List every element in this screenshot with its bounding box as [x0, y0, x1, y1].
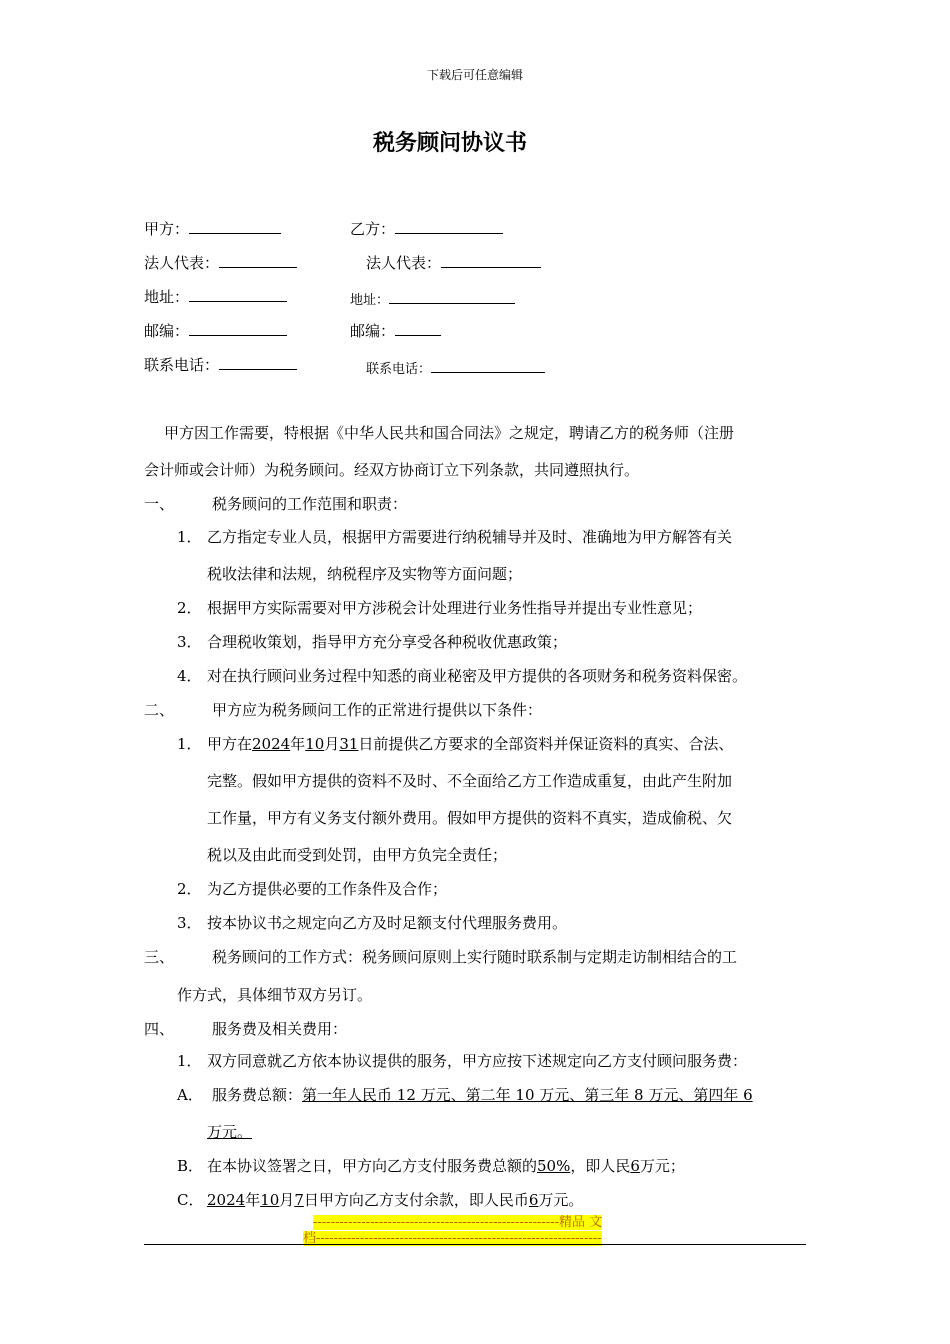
s2-item-2-text: 为乙方提供必要的工作条件及合作； — [207, 880, 448, 898]
s1-item-3-text: 合理税收策划，指导甲方充分享受各种税收优惠政策； — [207, 633, 568, 651]
balance-amount: 6 — [528, 1191, 539, 1209]
postcode-a-blank — [189, 320, 287, 336]
legal-rep-b-field — [366, 252, 541, 273]
section-3-line-2: 作方式，具体细节双方另订。 — [177, 986, 373, 1004]
address-a-field — [144, 286, 287, 307]
phone-a-blank — [219, 354, 297, 370]
intro-line-2: 会计师或会计师）为税务顾问。经双方协商订立下列条款，共同遵照执行。 — [144, 461, 640, 479]
address-b-label: 地址： — [350, 293, 390, 308]
s4-item-a-line-2: 万元。 — [207, 1123, 253, 1141]
section-3-number: 三、 — [144, 948, 175, 966]
party-b-field — [350, 218, 503, 239]
phone-b-blank — [431, 357, 545, 373]
intro-line-1: 甲方因工作需要，特根据《中华人民共和国合同法》之规定，聘请乙方的税务师（注册 — [164, 424, 735, 442]
phone-b-label: 联系电话： — [366, 362, 432, 377]
s4-item-c-number: C． — [177, 1191, 204, 1209]
section-1-heading: 税务顾问的工作范围和职责： — [212, 495, 408, 513]
legal-rep-a-label: 法人代表： — [144, 254, 220, 272]
s4-item-1-number: 1． — [177, 1052, 202, 1070]
balance-day: 7 — [294, 1191, 304, 1209]
s2-item-2-number: 2． — [177, 880, 202, 898]
s1-item-1-line-1: 乙方指定专业人员，根据甲方需要进行纳税辅导并及时、准确地为甲方解答有关 — [207, 528, 733, 546]
legal-rep-b-blank — [441, 252, 541, 268]
section-4-heading: 服务费及相关费用： — [212, 1020, 348, 1038]
footer-watermark-line-2: 档----------------------------------------------------------------- — [303, 1231, 602, 1246]
fee-percentage: 50% — [537, 1157, 571, 1175]
s4-item-a-number: A． — [177, 1086, 203, 1104]
deadline-year: 2024 — [252, 735, 291, 753]
phone-b-field — [366, 357, 545, 377]
deadline-month: 10 — [305, 735, 325, 753]
address-a-label: 地址： — [144, 288, 190, 306]
section-3-line-1: 税务顾问的工作方式：税务顾问原则上实行随时联系制与定期走访制相结合的工 — [212, 948, 738, 966]
postcode-b-field — [350, 320, 441, 341]
s1-item-4-text: 对在执行顾问业务过程中知悉的商业秘密及甲方提供的各项财务和税务资料保密。 — [207, 667, 748, 685]
s2-item-3-number: 3． — [177, 914, 202, 932]
page-title: 税务顾问协议书 — [372, 130, 527, 156]
s1-item-1-line-2: 税收法律和法规，纳税程序及实物等方面问题； — [207, 565, 523, 583]
s2-item-1-line-1: 甲方在2024年10月31日前提供乙方要求的全部资料并保证资料的真实、合法、 — [207, 735, 734, 753]
deadline-day: 31 — [339, 735, 359, 753]
legal-rep-b-label: 法人代表： — [366, 254, 442, 272]
s1-item-2-number: 2． — [177, 599, 202, 617]
postcode-b-blank — [395, 320, 441, 336]
s2-item-3-text: 按本协议书之规定向乙方及时足额支付代理服务费用。 — [207, 914, 568, 932]
address-b-blank — [389, 288, 515, 304]
s1-item-3-number: 3． — [177, 633, 202, 651]
legal-rep-a-blank — [219, 252, 297, 268]
s1-item-1-number: 1． — [177, 528, 202, 546]
s1-item-2-text: 根据甲方实际需要对甲方涉税会计处理进行业务性指导并提出专业性意见； — [207, 599, 703, 617]
phone-a-field — [144, 354, 297, 375]
party-b-label: 乙方： — [350, 220, 396, 238]
section-4-number: 四、 — [144, 1020, 175, 1038]
s4-item-b-text: 在本协议签署之日，甲方向乙方支付服务费总额的50%，即人民6万元； — [207, 1157, 685, 1175]
address-b-field — [350, 288, 515, 308]
party-a-blank — [189, 218, 281, 234]
balance-year: 2024 — [207, 1191, 246, 1209]
postcode-b-label: 邮编： — [350, 322, 396, 340]
s1-item-4-number: 4． — [177, 667, 202, 685]
postcode-a-label: 邮编： — [144, 322, 190, 340]
footer-watermark-line-1: --------------------------------------------------------精品 文 — [313, 1215, 603, 1230]
address-a-blank — [189, 286, 287, 302]
s2-item-1-number: 1． — [177, 735, 202, 753]
header-note: 下载后可任意编辑 — [426, 68, 523, 82]
section-2-heading: 甲方应为税务顾问工作的正常进行提供以下条件： — [212, 701, 543, 719]
section-1-number: 一、 — [144, 495, 175, 513]
s2-item-1-line-4: 税以及由此而受到处罚，由甲方负完全责任； — [207, 846, 508, 864]
party-b-blank — [395, 218, 503, 234]
section-2-number: 二、 — [144, 701, 175, 719]
party-a-field — [144, 218, 281, 239]
s4-item-1-text: 双方同意就乙方依本协议提供的服务，甲方应按下述规定向乙方支付顾问服务费： — [207, 1052, 748, 1070]
phone-a-label: 联系电话： — [144, 356, 220, 374]
s2-item-1-line-2: 完整。假如甲方提供的资料不及时、不全面给乙方工作造成重复，由此产生附加 — [207, 772, 733, 790]
party-a-label: 甲方： — [144, 220, 190, 238]
s4-item-c-text: 2024年10月7日甲方向乙方支付余款，即人民币6万元。 — [207, 1191, 584, 1209]
fee-schedule: 第一年人民币 12 万元、第二年 10 万元、第三年 8 万元、第四年 6 — [302, 1086, 753, 1104]
s4-item-a-line-1: 服务费总额：第一年人民币 12 万元、第二年 10 万元、第三年 8 万元、第四年 6 — [212, 1086, 753, 1104]
footer-rule — [144, 1244, 806, 1245]
s2-item-1-line-3: 工作量，甲方有义务支付额外费用。假如甲方提供的资料不真实，造成偷税、欠 — [207, 809, 733, 827]
s4-item-b-number: B． — [177, 1157, 204, 1175]
legal-rep-a-field — [144, 252, 297, 273]
fee-first-amount: 6 — [630, 1157, 640, 1175]
balance-month: 10 — [260, 1191, 280, 1209]
postcode-a-field — [144, 320, 287, 341]
